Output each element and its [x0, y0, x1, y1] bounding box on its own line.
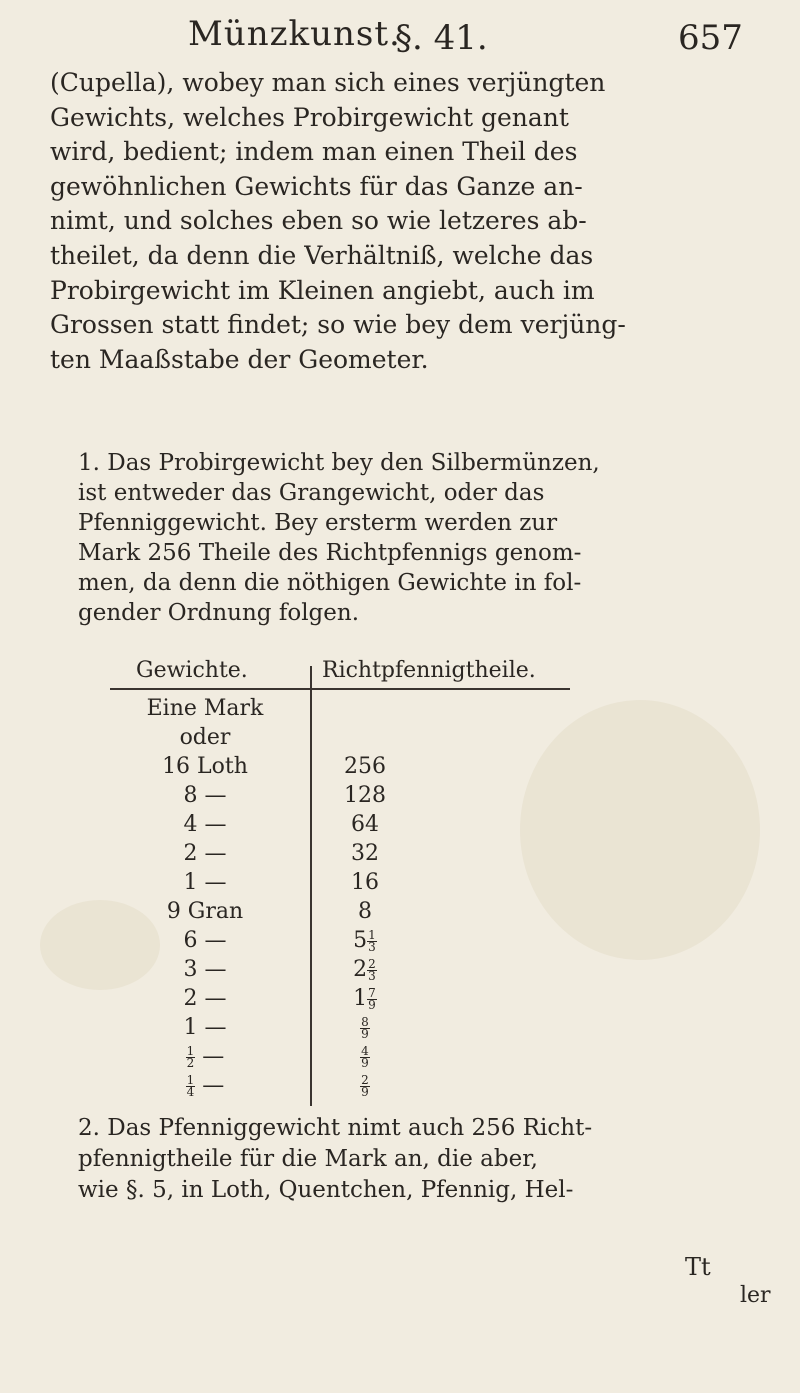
column-header-weights: Gewichte. — [136, 658, 248, 683]
table-cell-richtpfennig: 64 — [351, 812, 379, 837]
table-cell-weight: 8 — — [183, 783, 227, 808]
text-line: ist entweder das Grangewicht, oder das — [78, 480, 545, 506]
table-cell-weight: $\frac{1}{2}$ — — [186, 1043, 225, 1070]
table-cell-weight: 2 — — [183, 986, 227, 1011]
table-cell-weight: 6 — — [183, 928, 227, 953]
table-cell-weight: 16 Loth — [162, 754, 248, 779]
table-cell-weight: $\frac{1}{4}$ — — [186, 1072, 225, 1099]
fraction: $\frac{1}{2}$ — [186, 1043, 195, 1070]
table-cell-richtpfennig: 8 — [358, 899, 372, 924]
text-line: wird, bedient; indem man einen Theil des — [50, 137, 578, 167]
table-cell-richtpfennig — [320, 1044, 410, 1069]
text-line: wie §. 5, in Loth, Quentchen, Pfennig, Hel- — [78, 1177, 574, 1203]
table-cell-weight: 1 — — [183, 870, 227, 895]
fraction: $\frac{4}{9}$ — [361, 1043, 369, 1070]
text-line: Mark 256 Theile des Richtpfennigs genom- — [78, 540, 582, 566]
table-cell-weight: 4 — — [183, 812, 227, 837]
fraction: $\frac{1}{4}$ — [186, 1072, 195, 1099]
table-cell-richtpfennig — [320, 1015, 410, 1040]
text-line: pfennigtheile für die Mark an, die aber, — [78, 1146, 538, 1172]
column-divider — [310, 666, 312, 1106]
table-cell-richtpfennig: 1 $\frac{7}{9}$ — [353, 985, 376, 1012]
text-line: gender Ordnung folgen. — [78, 600, 360, 626]
list-item-2 — [78, 1113, 768, 1206]
text-line: (Cupella), wobey man sich eines verjüngten — [50, 68, 606, 97]
catchword: ler — [740, 1283, 771, 1308]
table-cell-richtpfennig — [320, 1073, 410, 1098]
table-cell-weight: 3 — — [183, 957, 227, 982]
text-line: gewöhnlichen Gewichts für das Ganze an- — [50, 171, 583, 201]
text-line: Grossen statt findet; so wie bey dem verjüng- — [50, 310, 626, 340]
section-number: §. 41. — [395, 18, 488, 58]
table-cell-weight: Eine Mark — [146, 696, 264, 721]
column-header-richtpfennig: Richtpfennigtheile. — [322, 658, 536, 683]
table-cell-weight: 2 — — [183, 841, 227, 866]
fraction: $\frac{2}{3}$ — [368, 956, 376, 983]
table-cell-richtpfennig: 128 — [344, 783, 386, 808]
table-cell-weight: oder — [179, 725, 231, 750]
text-line: nimt, und solches eben so wie letzeres ab- — [50, 206, 587, 236]
fraction: $\frac{2}{9}$ — [361, 1072, 369, 1099]
text-line: 2. Das Pfenniggewicht nimt auch 256 Richt- — [78, 1115, 593, 1141]
fraction: $\frac{7}{9}$ — [368, 985, 376, 1012]
text-line: ten Maaßstabe der Geometer. — [50, 344, 429, 374]
text-line: theilet, da denn die Verhältniß, welche das — [50, 240, 594, 270]
catchword-signature: Tt — [685, 1253, 711, 1281]
text-line: men, da denn die nöthigen Gewichte in fol- — [78, 570, 582, 596]
table-rule — [110, 688, 570, 690]
table-cell-weight: 1 — — [183, 1015, 227, 1040]
fraction: $\frac{8}{9}$ — [361, 1014, 369, 1041]
text-line: Pfenniggewicht. Bey ersterm werden zur — [78, 510, 558, 536]
table-cell-richtpfennig: 32 — [351, 841, 379, 866]
paper-stain — [520, 700, 760, 960]
text-line: 1. Das Probirgewicht bey den Silbermünzen, — [78, 450, 600, 476]
fraction: $\frac{1}{3}$ — [368, 927, 376, 954]
list-item-1 — [78, 448, 768, 628]
running-title: Münzkunst. — [188, 14, 401, 54]
table-cell-richtpfennig: 256 — [344, 754, 386, 779]
table-cell-richtpfennig: 16 — [351, 870, 379, 895]
page-header — [0, 8, 800, 68]
table-cell-richtpfennig: 5 $\frac{1}{3}$ — [353, 927, 376, 954]
table-cell-weight: 9 Gran — [166, 899, 244, 924]
text-line: Probirgewicht im Kleinen angiebt, auch im — [50, 275, 595, 305]
paragraph-1 — [50, 66, 774, 377]
page-number: 657 — [678, 18, 743, 58]
text-line: Gewichts, welches Probirgewicht genant — [50, 102, 569, 132]
table-cell-richtpfennig: 2 $\frac{2}{3}$ — [353, 956, 376, 983]
